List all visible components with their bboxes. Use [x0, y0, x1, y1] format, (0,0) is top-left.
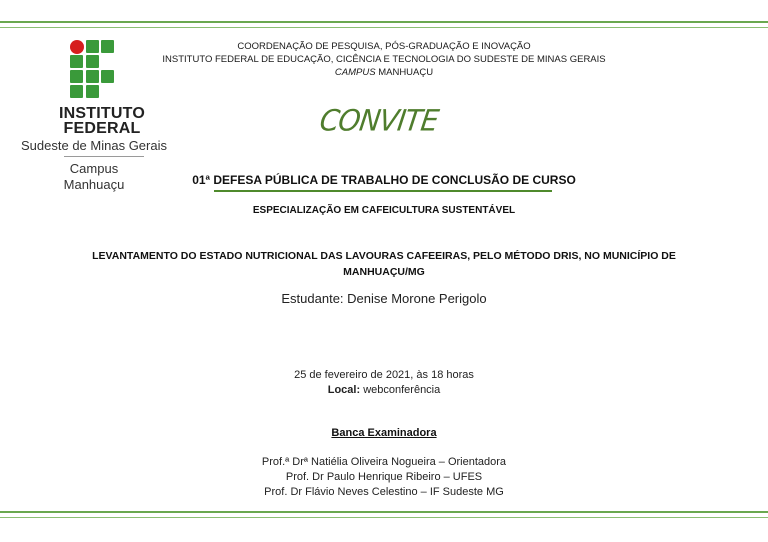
logo-name-line2: FEDERAL — [63, 120, 141, 137]
logo-region: Sudeste de Minas Gerais — [21, 138, 167, 153]
logo-campus-line2: Manhuaçu — [63, 177, 125, 192]
thesis-title-line2: MANHUAÇU/MG — [343, 266, 425, 278]
top-rule-inner — [0, 27, 768, 28]
logo-divider — [64, 156, 144, 157]
header-campus-italic: CAMPUS — [334, 67, 376, 78]
bottom-rule-inner — [0, 517, 768, 518]
header-campus-name: MANHUAÇU — [375, 67, 434, 78]
header-line2: INSTITUTO FEDERAL DE EDUCAÇÃO, CICÊNCIA E TECNOLOGIA DO SUDESTE DE MINAS GERAIS — [162, 54, 606, 65]
location-label: Local: — [327, 384, 361, 396]
logo-institution-name — [46, 106, 158, 136]
committee-member: Prof. Dr Flávio Neves Celestino – IF Sudeste MG — [264, 486, 504, 498]
event-location — [160, 383, 608, 398]
committee-member: Prof. Dr Paulo Henrique Ribeiro – UFES — [285, 471, 483, 483]
bottom-rule — [0, 511, 768, 513]
committee-member: Prof.ª Drª Natiélia Oliveira Nogueira – Orientadora — [261, 456, 507, 468]
event-details — [160, 368, 608, 398]
logo-campus-line1: Campus — [69, 161, 119, 176]
thesis-title-line1: LEVANTAMENTO DO ESTADO NUTRICIONAL DAS LAVOURAS CAFEEIRAS, PELO MÉTODO DRIS, NO MUNICÍPIO DE — [92, 250, 676, 262]
event-date: 25 de fevereiro de 2021, às 18 horas — [294, 369, 474, 381]
thesis-title — [70, 248, 698, 280]
student-name: Estudante: Denise Morone Perigolo — [281, 291, 487, 306]
logo-name-line1: INSTITUTO — [59, 105, 145, 122]
specialization: ESPECIALIZAÇÃO EM CAFEICULTURA SUSTENTÁVEL — [252, 205, 516, 216]
header-line3 — [160, 66, 608, 79]
invite-heading: CONVITE — [317, 103, 441, 138]
event-title: 01ª DEFESA PÚBLICA DE TRABALHO DE CONCLUSÃO DE CURSO — [192, 173, 576, 187]
logo-grid-icon — [70, 40, 118, 98]
header-line1: COORDENAÇÃO DE PESQUISA, PÓS-GRADUAÇÃO E INOVAÇÃO — [237, 41, 531, 52]
committee-list — [160, 455, 608, 500]
logo-campus — [44, 161, 144, 193]
title-underline — [214, 190, 552, 192]
top-rule — [0, 21, 768, 23]
document-header — [160, 40, 608, 79]
committee-title: Banca Examinadora — [331, 427, 437, 439]
location-value: webconferência — [360, 384, 441, 396]
